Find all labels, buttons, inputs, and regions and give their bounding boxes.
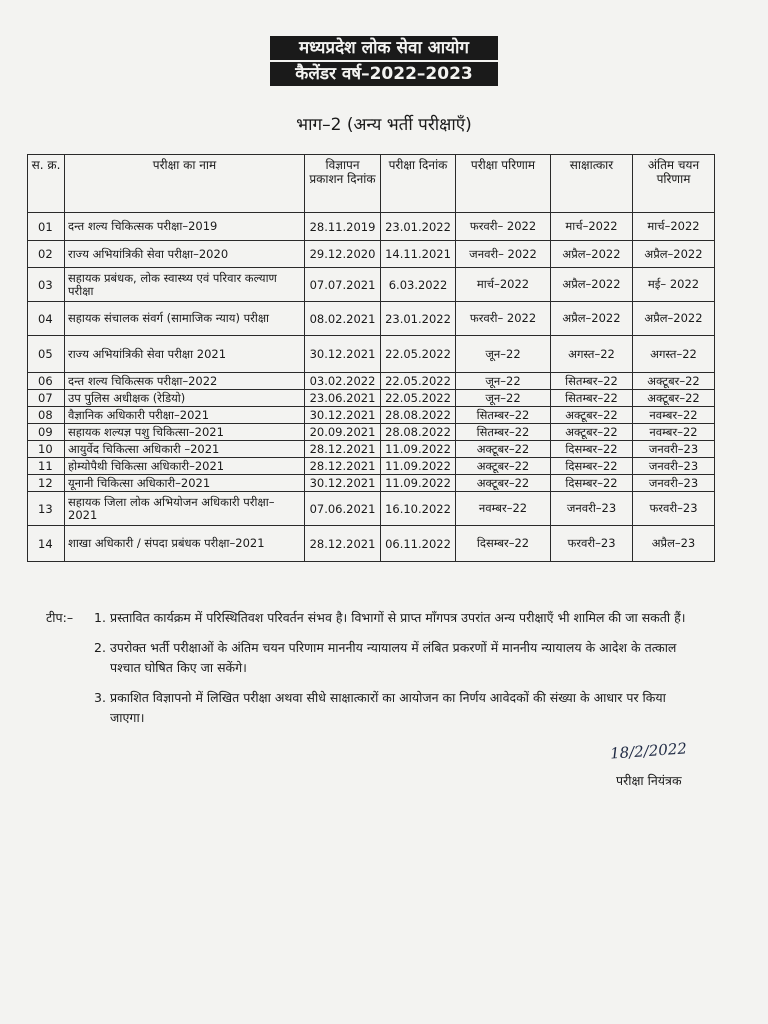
col-header-serial: स. क्र.: [28, 155, 65, 213]
cell-exam-date: 14.11.2021: [381, 241, 456, 268]
cell-result: जून–22: [456, 373, 551, 390]
table-row: [28, 241, 715, 268]
signatory-designation: परीक्षा नियंत्रक: [616, 773, 682, 788]
handwritten-signature: 18/2/2022: [609, 739, 688, 763]
cell-result: जून–22: [456, 390, 551, 407]
table-row: [28, 458, 715, 475]
cell-serial: 14: [28, 526, 65, 562]
cell-result: फरवरी– 2022: [456, 302, 551, 336]
cell-ad-date: 30.12.2021: [305, 407, 381, 424]
cell-exam-name: राज्य अभियांत्रिकी सेवा परीक्षा 2021: [65, 336, 305, 373]
cell-final-result: अप्रैल–2022: [633, 241, 715, 268]
cell-interview: दिसम्बर–22: [551, 441, 633, 458]
table-row: [28, 475, 715, 492]
note-item: [94, 638, 704, 678]
cell-serial: 09: [28, 424, 65, 441]
cell-ad-date: 03.02.2022: [305, 373, 381, 390]
cell-final-result: जनवरी–23: [633, 458, 715, 475]
cell-ad-date: 07.06.2021: [305, 492, 381, 526]
cell-final-result: जनवरी–23: [633, 475, 715, 492]
cell-result: मार्च–2022: [456, 268, 551, 302]
cell-exam-name: सहायक प्रबंधक, लोक स्वास्थ्य एवं परिवार कल्याण परीक्षा: [65, 268, 305, 302]
cell-interview: सितम्बर–22: [551, 390, 633, 407]
cell-serial: 04: [28, 302, 65, 336]
cell-exam-date: 11.09.2022: [381, 475, 456, 492]
cell-exam-date: 16.10.2022: [381, 492, 456, 526]
cell-final-result: मार्च–2022: [633, 213, 715, 241]
cell-exam-name: दन्त शल्य चिकित्सक परीक्षा–2019: [65, 213, 305, 241]
cell-ad-date: 08.02.2021: [305, 302, 381, 336]
cell-ad-date: 30.12.2021: [305, 336, 381, 373]
cell-interview: सितम्बर–22: [551, 373, 633, 390]
cell-ad-date: 20.09.2021: [305, 424, 381, 441]
table-header-row: [28, 155, 715, 213]
table-row: [28, 390, 715, 407]
cell-final-result: फरवरी–23: [633, 492, 715, 526]
cell-exam-date: 22.05.2022: [381, 373, 456, 390]
table-row: [28, 302, 715, 336]
cell-serial: 02: [28, 241, 65, 268]
cell-result: दिसम्बर–22: [456, 526, 551, 562]
cell-result: सितम्बर–22: [456, 407, 551, 424]
notes-label: टीप:–: [46, 610, 74, 625]
cell-final-result: मई– 2022: [633, 268, 715, 302]
cell-final-result: अप्रैल–2022: [633, 302, 715, 336]
cell-serial: 12: [28, 475, 65, 492]
cell-exam-name: उप पुलिस अधीक्षक (रेडियो): [65, 390, 305, 407]
cell-final-result: नवम्बर–22: [633, 424, 715, 441]
cell-interview: फरवरी–23: [551, 526, 633, 562]
col-header-result: परीक्षा परिणाम: [456, 155, 551, 213]
cell-exam-name: सहायक संचालक संवर्ग (सामाजिक न्याय) परीक्षा: [65, 302, 305, 336]
exam-schedule-table: [27, 154, 715, 562]
table-row: [28, 268, 715, 302]
cell-serial: 03: [28, 268, 65, 302]
table-row: [28, 213, 715, 241]
note-text: प्रकाशित विज्ञापनो में लिखित परीक्षा अथवा सीधे साक्षात्कारों का आयोजन का निर्णय आवेदकों की संख्या के आधार पर किया जाएगा।: [110, 690, 666, 725]
table-row: [28, 407, 715, 424]
cell-exam-date: 6.03.2022: [381, 268, 456, 302]
cell-exam-date: 23.01.2022: [381, 213, 456, 241]
page-title: मध्यप्रदेश लोक सेवा आयोग: [270, 36, 498, 60]
cell-ad-date: 28.12.2021: [305, 526, 381, 562]
cell-interview: अप्रैल–2022: [551, 302, 633, 336]
col-header-exam-date: परीक्षा दिनांक: [381, 155, 456, 213]
cell-result: जनवरी– 2022: [456, 241, 551, 268]
col-header-ad-date: विज्ञापन प्रकाशन दिनांक: [305, 155, 381, 213]
cell-ad-date: 07.07.2021: [305, 268, 381, 302]
cell-result: अक्टूबर–22: [456, 441, 551, 458]
cell-serial: 11: [28, 458, 65, 475]
cell-exam-name: होम्योपैथी चिकित्सा अधिकारी–2021: [65, 458, 305, 475]
cell-interview: अक्टूबर–22: [551, 407, 633, 424]
cell-final-result: जनवरी–23: [633, 441, 715, 458]
cell-exam-date: 22.05.2022: [381, 390, 456, 407]
cell-final-result: नवम्बर–22: [633, 407, 715, 424]
cell-exam-name: शाखा अधिकारी / संपदा प्रबंधक परीक्षा–2021: [65, 526, 305, 562]
note-number: 3.: [94, 690, 106, 705]
cell-result: अक्टूबर–22: [456, 475, 551, 492]
table-row: [28, 336, 715, 373]
cell-serial: 06: [28, 373, 65, 390]
cell-result: नवम्बर–22: [456, 492, 551, 526]
cell-interview: अक्टूबर–22: [551, 424, 633, 441]
cell-interview: मार्च–2022: [551, 213, 633, 241]
title-block: [270, 36, 498, 88]
cell-final-result: अप्रैल–23: [633, 526, 715, 562]
col-header-interview: साक्षात्कार: [551, 155, 633, 213]
table-row: [28, 492, 715, 526]
cell-exam-date: 28.08.2022: [381, 407, 456, 424]
table-row: [28, 526, 715, 562]
cell-result: अक्टूबर–22: [456, 458, 551, 475]
cell-interview: जनवरी–23: [551, 492, 633, 526]
cell-exam-name: यूनानी चिकित्सा अधिकारी–2021: [65, 475, 305, 492]
cell-serial: 10: [28, 441, 65, 458]
cell-ad-date: 29.12.2020: [305, 241, 381, 268]
cell-exam-date: 06.11.2022: [381, 526, 456, 562]
cell-final-result: अक्टूबर–22: [633, 373, 715, 390]
cell-exam-date: 28.08.2022: [381, 424, 456, 441]
cell-ad-date: 23.06.2021: [305, 390, 381, 407]
cell-serial: 01: [28, 213, 65, 241]
table-row: [28, 424, 715, 441]
cell-serial: 05: [28, 336, 65, 373]
calendar-year-title: कैलेंडर वर्ष–2022–2023: [270, 62, 498, 86]
col-header-exam-name: परीक्षा का नाम: [65, 155, 305, 213]
cell-ad-date: 28.12.2021: [305, 441, 381, 458]
table-row: [28, 441, 715, 458]
cell-exam-name: सहायक जिला लोक अभियोजन अधिकारी परीक्षा–2021: [65, 492, 305, 526]
cell-serial: 08: [28, 407, 65, 424]
cell-serial: 13: [28, 492, 65, 526]
cell-exam-name: वैज्ञानिक अधिकारी परीक्षा–2021: [65, 407, 305, 424]
note-number: 1.: [94, 610, 106, 625]
cell-result: सितम्बर–22: [456, 424, 551, 441]
cell-result: जून–22: [456, 336, 551, 373]
cell-exam-date: 11.09.2022: [381, 441, 456, 458]
cell-serial: 07: [28, 390, 65, 407]
cell-ad-date: 28.12.2021: [305, 458, 381, 475]
cell-interview: अप्रैल–2022: [551, 241, 633, 268]
cell-exam-date: 23.01.2022: [381, 302, 456, 336]
cell-ad-date: 28.11.2019: [305, 213, 381, 241]
cell-final-result: अगस्त–22: [633, 336, 715, 373]
cell-final-result: अक्टूबर–22: [633, 390, 715, 407]
note-item: [94, 688, 704, 728]
cell-exam-date: 11.09.2022: [381, 458, 456, 475]
cell-interview: अगस्त–22: [551, 336, 633, 373]
cell-exam-name: आयुर्वेद चिकित्सा अधिकारी –2021: [65, 441, 305, 458]
notes-list: [94, 608, 704, 738]
note-text: उपरोक्त भर्ती परीक्षाओं के अंतिम चयन परिणाम माननीय न्यायालय में लंबित प्रकरणों में माननीय न्यायालय के आदेश के तत्काल पश्चात घोषित किए जा सकेंगे।: [110, 640, 677, 675]
cell-exam-name: राज्य अभियांत्रिकी सेवा परीक्षा–2020: [65, 241, 305, 268]
cell-interview: दिसम्बर–22: [551, 475, 633, 492]
cell-exam-name: दन्त शल्य चिकित्सक परीक्षा–2022: [65, 373, 305, 390]
section-subtitle: भाग–2 (अन्य भर्ती परीक्षाएँ): [296, 115, 472, 135]
note-text: प्रस्तावित कार्यक्रम में परिस्थितिवश परिवर्तन संभव है। विभागों से प्राप्त माँगपत्र उपरांत अन्य परीक्षाएँ भी शामिल की जा सकती हैं।: [110, 610, 686, 625]
table-row: [28, 373, 715, 390]
cell-interview: अप्रैल–2022: [551, 268, 633, 302]
col-header-final-result: अंतिम चयन परिणाम: [633, 155, 715, 213]
note-item: [94, 608, 704, 628]
cell-interview: दिसम्बर–22: [551, 458, 633, 475]
cell-result: फरवरी– 2022: [456, 213, 551, 241]
note-number: 2.: [94, 640, 106, 655]
cell-exam-date: 22.05.2022: [381, 336, 456, 373]
cell-exam-name: सहायक शल्यज्ञ पशु चिकित्सा–2021: [65, 424, 305, 441]
cell-ad-date: 30.12.2021: [305, 475, 381, 492]
